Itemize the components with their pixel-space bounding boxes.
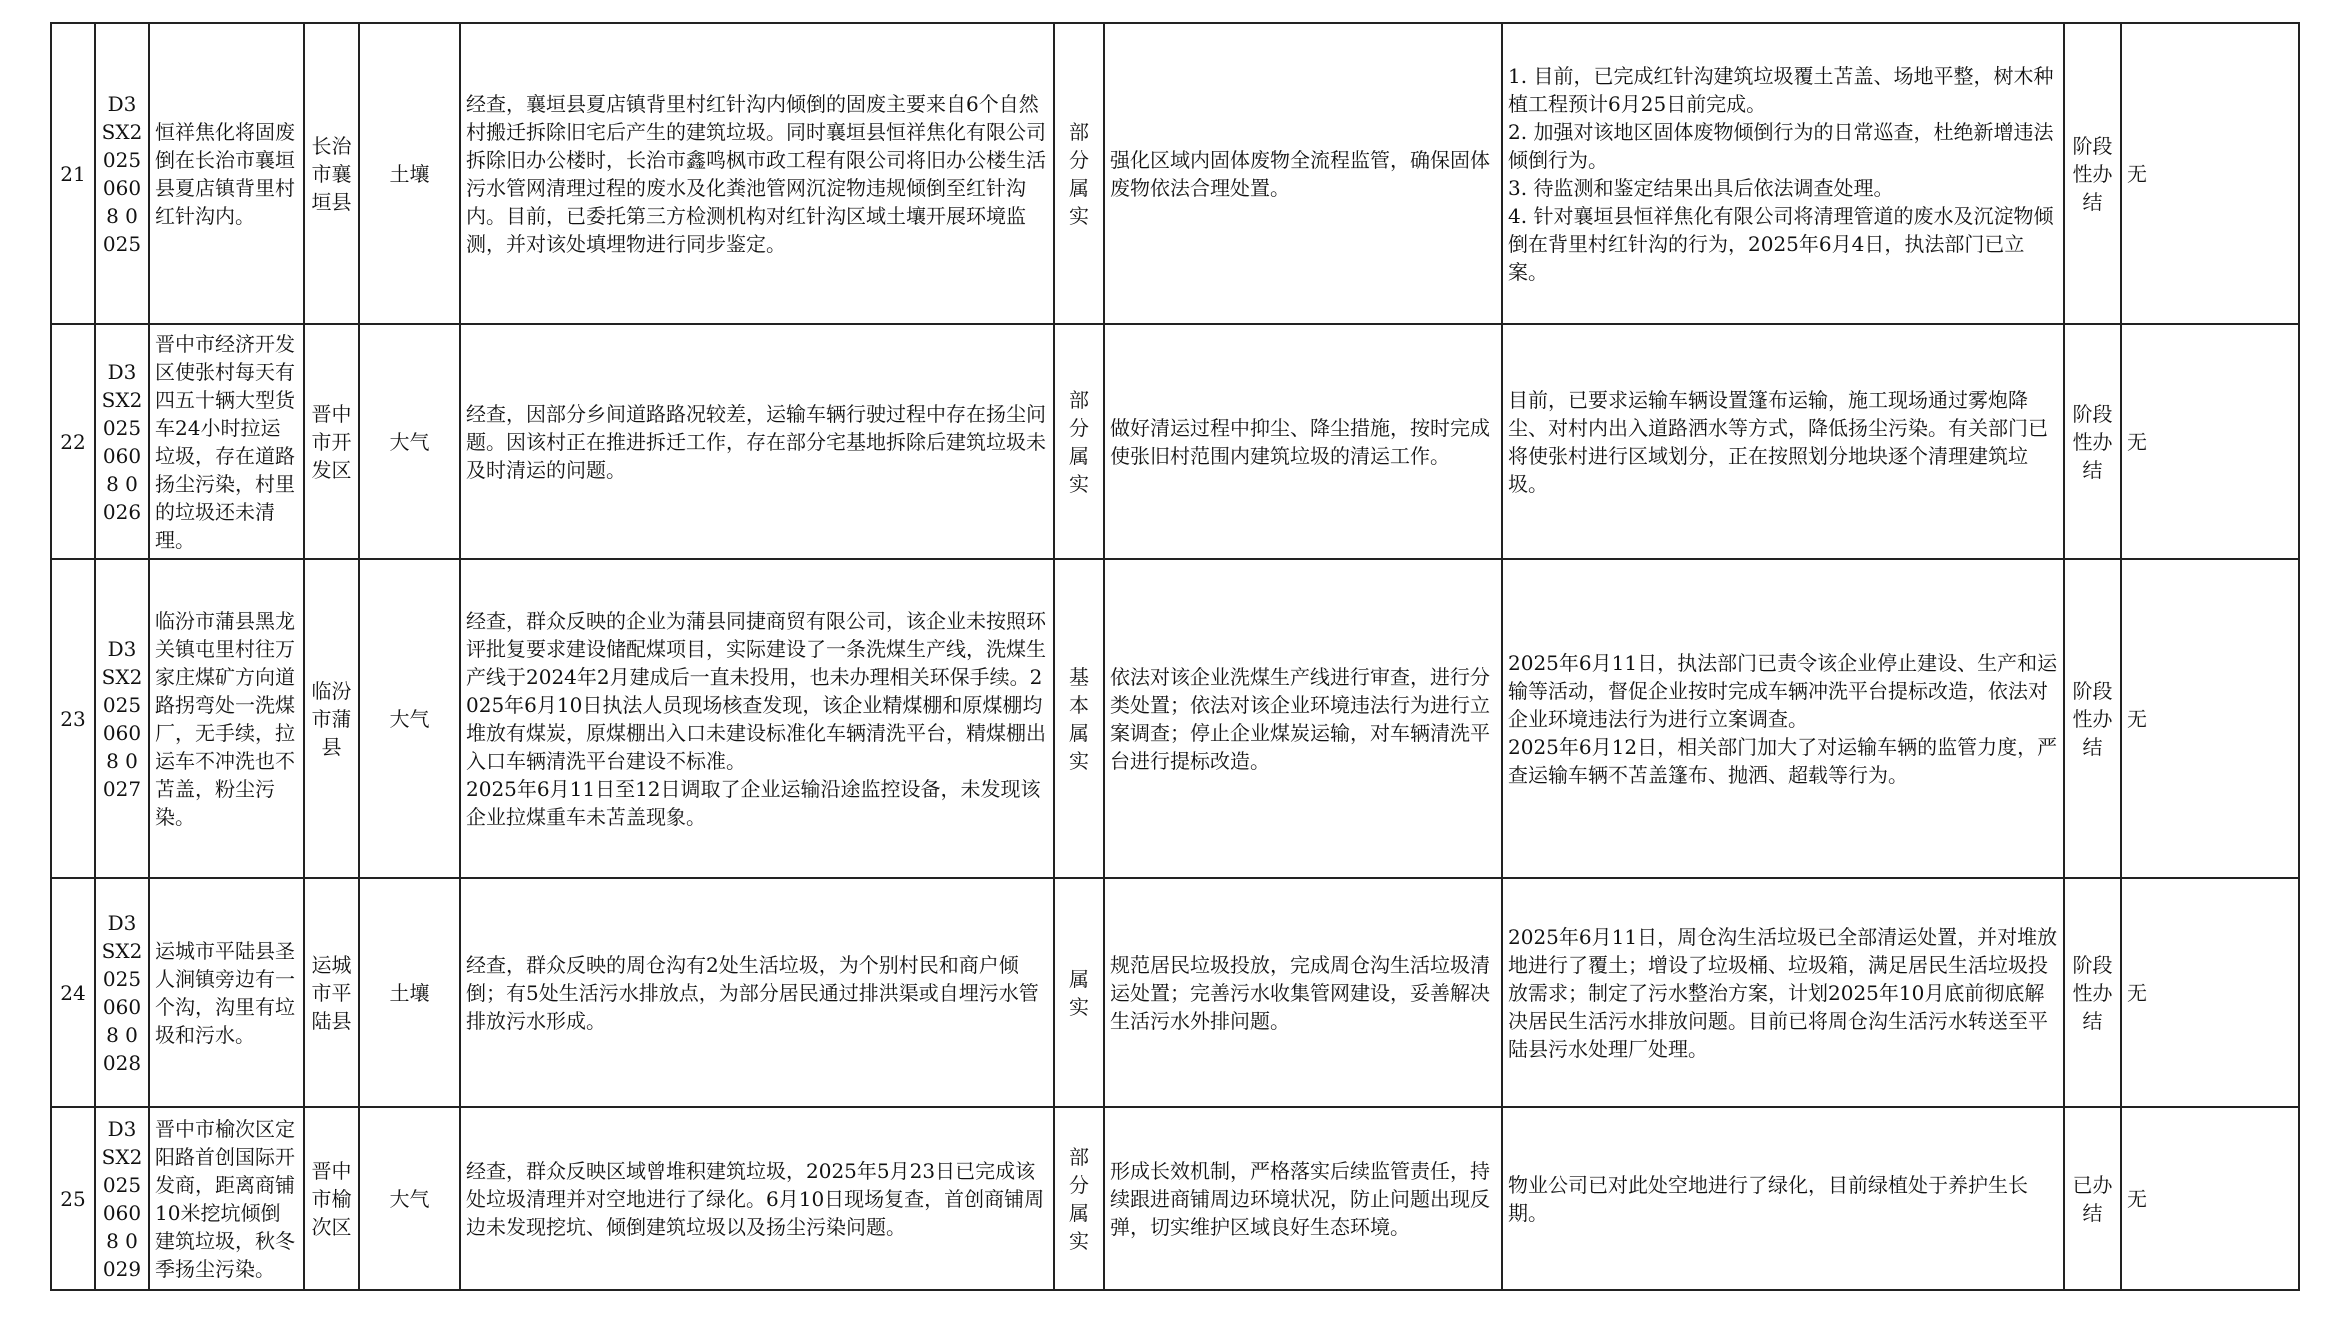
investigation-findings: 经查，群众反映区域曾堆积建筑垃圾，2025年5月23日已完成该处垃圾清理并对空地进行了绿化。6月10日现场复查，首创商铺周边未发现挖坑、倾倒建筑垃圾以及扬尘污染问题。 — [460, 1107, 1054, 1290]
complaint-content: 恒祥焦化将固废倒在长治市襄垣县夏店镇背里村红针沟内。 — [149, 23, 304, 324]
rectification-progress: 2025年6月11日，执法部门已责令该企业停止建设、生产和运输等活动，督促企业按时完成车辆冲洗平台提标改造，依法对企业环境违法行为进行立案调查。 2025年6月12日，相关部门加大了对运输车辆的监管力度，严查运输车辆不苫盖篷布、抛洒、超载等行为。 — [1502, 559, 2064, 878]
verification-result: 部分属实 — [1054, 324, 1104, 559]
pollution-type: 土壤 — [359, 23, 460, 324]
handling-status: 已办结 — [2064, 1107, 2121, 1290]
complaint-content: 晋中市经济开发区使张村每天有四五十辆大型货车24小时拉运垃圾，存在道路扬尘污染，村里的垃圾还未清理。 — [149, 324, 304, 559]
accountability-note: 无 — [2121, 23, 2299, 324]
handling-status: 阶段性办结 — [2064, 23, 2121, 324]
administrative-region: 临汾市蒲县 — [304, 559, 359, 878]
table-row — [51, 559, 2299, 878]
accountability-note: 无 — [2121, 1107, 2299, 1290]
investigation-findings: 经查，群众反映的周仓沟有2处生活垃圾，为个别村民和商户倾倒；有5处生活污水排放点，为部分居民通过排洪渠或自埋污水管排放污水形成。 — [460, 878, 1054, 1107]
investigation-findings: 经查，群众反映的企业为蒲县同捷商贸有限公司，该企业未按照环评批复要求建设储配煤项目，实际建设了一条洗煤生产线，洗煤生产线于2024年2月建成后一直未投用，也未办理相关环保手续。2025年6月10日执法人员现场核查发现，该企业精煤棚和原煤棚均堆放有煤炭，原煤棚出入口未建设标准化车辆清洗平台，精煤棚出入口车辆清洗平台建设不标准。 2025年6月11日至12日调取了企业运输沿途监控设备，未发现该企业拉煤重车未苫盖现象。 — [460, 559, 1054, 878]
pollution-type: 大气 — [359, 559, 460, 878]
administrative-region: 长治市襄垣县 — [304, 23, 359, 324]
verification-result: 属实 — [1054, 878, 1104, 1107]
administrative-region: 运城市平陆县 — [304, 878, 359, 1107]
handling-status: 阶段性办结 — [2064, 878, 2121, 1107]
accountability-note: 无 — [2121, 559, 2299, 878]
investigation-findings: 经查，因部分乡间道路路况较差，运输车辆行驶过程中存在扬尘问题。因该村正在推进拆迁工作，存在部分宅基地拆除后建筑垃圾未及时清运的问题。 — [460, 324, 1054, 559]
rectification-goal: 规范居民垃圾投放，完成周仓沟生活垃圾清运处置；完善污水收集管网建设，妥善解决生活污水外排问题。 — [1104, 878, 1502, 1107]
administrative-region: 晋中市开发区 — [304, 324, 359, 559]
complaint-code: D3SX20250608 0029 — [95, 1107, 149, 1290]
accountability-note: 无 — [2121, 324, 2299, 559]
rectification-goal: 做好清运过程中抑尘、降尘措施，按时完成使张旧村范围内建筑垃圾的清运工作。 — [1104, 324, 1502, 559]
rectification-goal: 依法对该企业洗煤生产线进行审查，进行分类处置；依法对该企业环境违法行为进行立案调查；停止企业煤炭运输，对车辆清洗平台进行提标改造。 — [1104, 559, 1502, 878]
rectification-goal: 强化区域内固体废物全流程监管，确保固体废物依法合理处置。 — [1104, 23, 1502, 324]
investigation-findings: 经查，襄垣县夏店镇背里村红针沟内倾倒的固废主要来自6个自然村搬迁拆除旧宅后产生的建筑垃圾。同时襄垣县恒祥焦化有限公司拆除旧办公楼时，长治市鑫鸣枫市政工程有限公司将旧办公楼生活污水管网清理过程的废水及化粪池管网沉淀物违规倾倒至红针沟内。目前，已委托第三方检测机构对红针沟区域土壤开展环境监测，并对该处填埋物进行同步鉴定。 — [460, 23, 1054, 324]
administrative-region: 晋中市榆次区 — [304, 1107, 359, 1290]
pollution-type: 大气 — [359, 324, 460, 559]
row-number: 25 — [51, 1107, 95, 1290]
handling-status: 阶段性办结 — [2064, 559, 2121, 878]
rectification-progress: 1. 目前，已完成红针沟建筑垃圾覆土苫盖、场地平整，树木种植工程预计6月25日前完成。 2. 加强对该地区固体废物倾倒行为的日常巡查，杜绝新增违法倾倒行为。 3. 待监测和鉴定结果出具后依法调查处理。 4. 针对襄垣县恒祥焦化有限公司将清理管道的废水及沉淀物倾倒在背里村红针沟的行为，2025年6月4日，执法部门已立案。 — [1502, 23, 2064, 324]
complaint-content: 运城市平陆县圣人涧镇旁边有一个沟，沟里有垃圾和污水。 — [149, 878, 304, 1107]
rectification-progress: 目前，已要求运输车辆设置篷布运输，施工现场通过雾炮降尘、对村内出入道路洒水等方式，降低扬尘污染。有关部门已将使张村进行区域划分，正在按照划分地块逐个清理建筑垃圾。 — [1502, 324, 2064, 559]
row-number: 22 — [51, 324, 95, 559]
row-number: 23 — [51, 559, 95, 878]
rectification-goal: 形成长效机制，严格落实后续监管责任，持续跟进商铺周边环境状况，防止问题出现反弹，切实维护区域良好生态环境。 — [1104, 1107, 1502, 1290]
table-row — [51, 878, 2299, 1107]
rectification-progress: 2025年6月11日，周仓沟生活垃圾已全部清运处置，并对堆放地进行了覆土；增设了垃圾桶、垃圾箱，满足居民生活垃圾投放需求；制定了污水整治方案，计划2025年10月底前彻底解决居民生活污水排放问题。目前已将周仓沟生活污水转送至平陆县污水处理厂处理。 — [1502, 878, 2064, 1107]
complaint-code: D3SX20250608 0025 — [95, 23, 149, 324]
table-row — [51, 324, 2299, 559]
pollution-type: 土壤 — [359, 878, 460, 1107]
handling-status: 阶段性办结 — [2064, 324, 2121, 559]
verification-result: 部分属实 — [1054, 23, 1104, 324]
complaint-code: D3SX20250608 0027 — [95, 559, 149, 878]
verification-result: 部分属实 — [1054, 1107, 1104, 1290]
accountability-note: 无 — [2121, 878, 2299, 1107]
row-number: 24 — [51, 878, 95, 1107]
row-number: 21 — [51, 23, 95, 324]
rectification-progress: 物业公司已对此处空地进行了绿化，目前绿植处于养护生长期。 — [1502, 1107, 2064, 1290]
verification-result: 基本属实 — [1054, 559, 1104, 878]
complaint-content: 晋中市榆次区定阳路首创国际开发商，距离商铺10米挖坑倾倒建筑垃圾，秋冬季扬尘污染。 — [149, 1107, 304, 1290]
complaint-code: D3SX20250608 0028 — [95, 878, 149, 1107]
table-row — [51, 23, 2299, 324]
table-row — [51, 1107, 2299, 1290]
complaint-content: 临汾市蒲县黑龙关镇屯里村往万家庄煤矿方向道路拐弯处一洗煤厂，无手续，拉运车不冲洗也不苫盖，粉尘污染。 — [149, 559, 304, 878]
complaint-table — [50, 22, 2300, 1291]
pollution-type: 大气 — [359, 1107, 460, 1290]
complaint-code: D3SX20250608 0026 — [95, 324, 149, 559]
